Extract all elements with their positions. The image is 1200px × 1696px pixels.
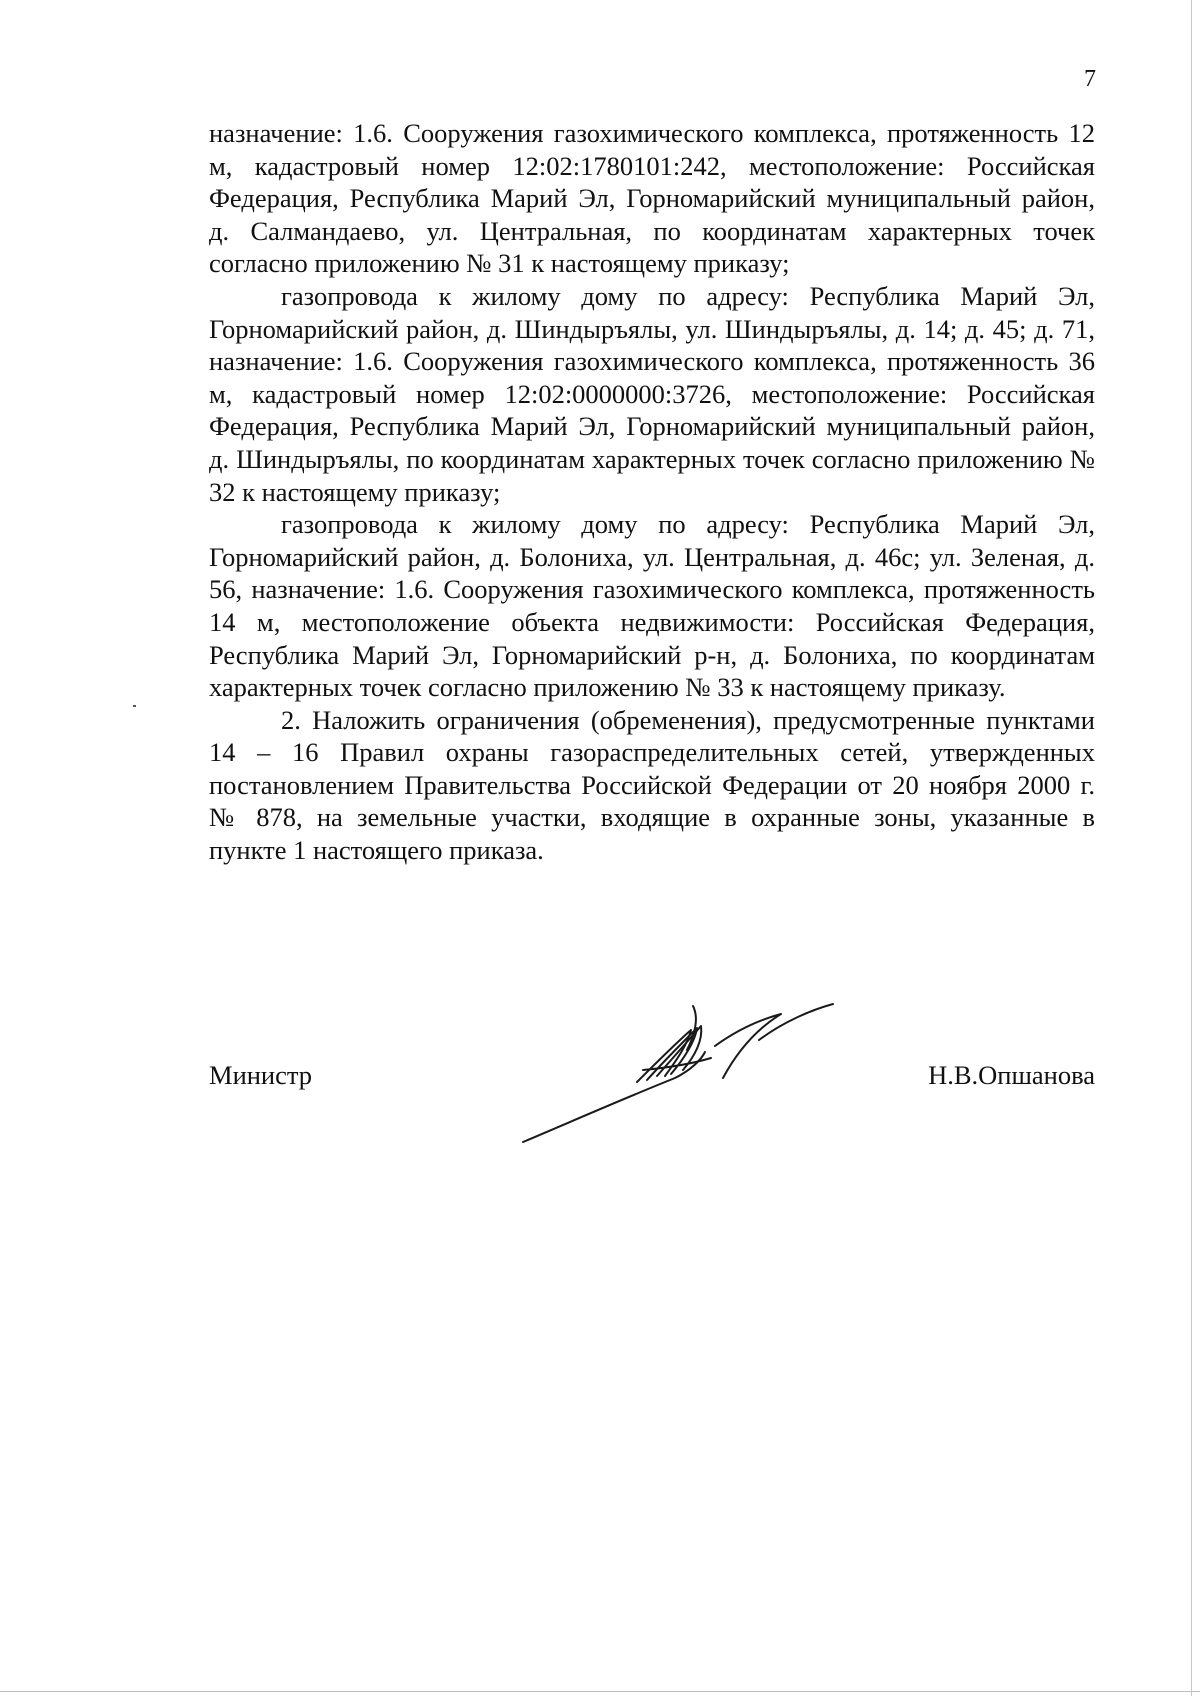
document-body (209, 117, 1095, 867)
signatory-title: Министр (209, 1060, 313, 1090)
page-number: 7 (1084, 66, 1096, 92)
page-edge-right (1191, 0, 1192, 1696)
paragraph-restrictions: 2. Наложить ограничения (обременения), предусмотренные пунктами 14 – 16 Правил охраны газораспределительных сетей, утвержденных постановлением Правительства Российской Федерации от 20 ноября 2000 г. № 878, на земельные участки, входящие в охранные зоны, указанные в пункте 1 настоящего приказа. (209, 704, 1095, 866)
handwritten-signature (515, 1000, 845, 1150)
paragraph-shindyryaly: газопровода к жилому дому по адресу: Республика Марий Эл, Горномарийский район, д. Шиндыръялы, ул. Шиндыръялы, д. 14; д. 45; д. 71, назначение: 1.6. Сооружения газохимического комплекса, протяженность 36 м, кадастровый номер 12:02:0000000:3726, местоположение: Российская Федерация, Республика Марий Эл, Горномарийский муниципальный район, д. Шиндыръялы, по координатам характерных точек согласно приложению № 32 к настоящему приказу; (209, 280, 1095, 507)
paragraph-bolonikha: газопровода к жилому дому по адресу: Республика Марий Эл, Горномарийский район, д. Болониха, ул. Центральная, д. 46с; ул. Зеленая, д. 56, назначение: 1.6. Сооружения газохимического комплекса, протяженность 14 м, местоположение объекта недвижимости: Российская Федерация, Республика Марий Эл, Горномарийский р-н, д. Болониха, по координатам характерных точек согласно приложению № 33 к настоящему приказу. (209, 509, 1095, 703)
page-edge-bottom (0, 1691, 1200, 1692)
signatory-name: Н.В.Опшанова (928, 1060, 1095, 1090)
paragraph-salmandaevo: назначение: 1.6. Сооружения газохимического комплекса, протяженность 12 м, кадастровый номер 12:02:1780101:242, местоположение: Российская Федерация, Республика Марий Эл, Горномарийский муниципальный район, д. Салмандаево, ул. Центральная, по координатам характерных точек согласно приложению № 31 к настоящему приказу; (209, 118, 1095, 279)
scan-artifact (133, 705, 136, 707)
